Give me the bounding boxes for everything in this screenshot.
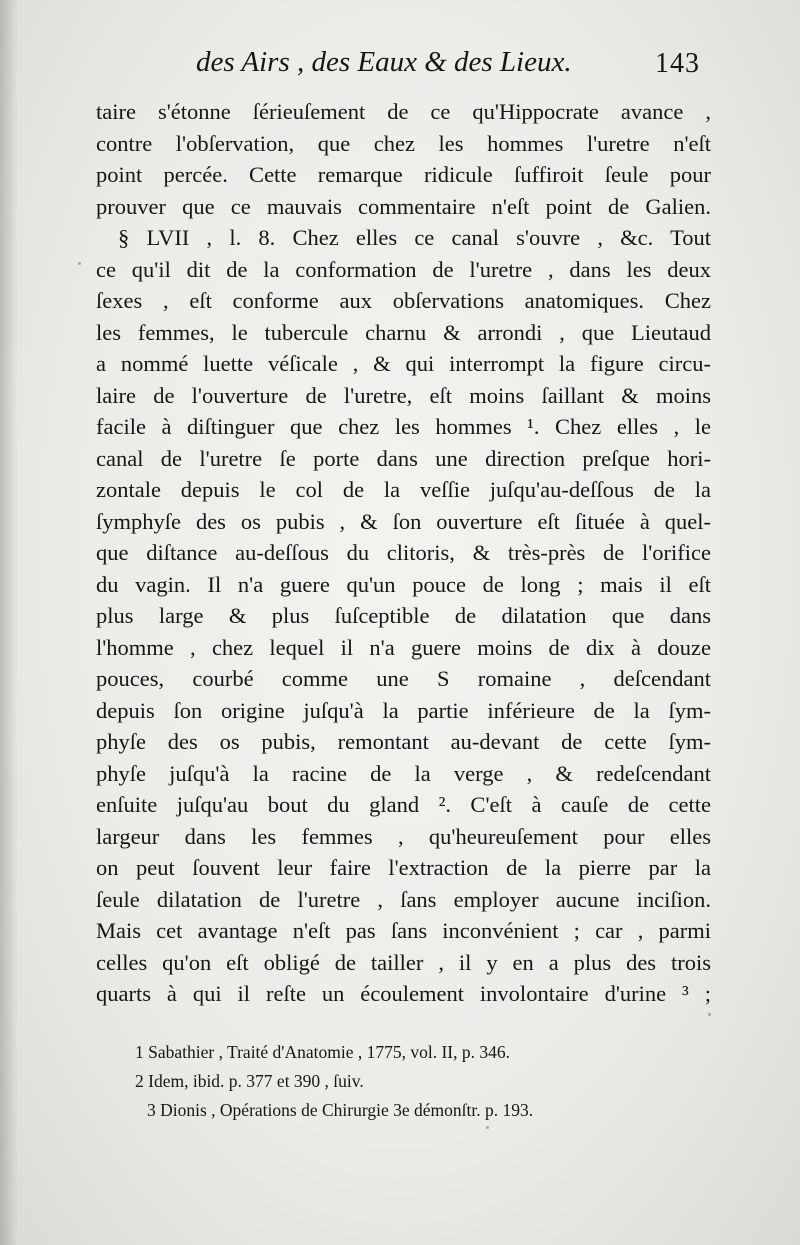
text-line: taire s'étonne ſérieuſement de ce qu'Hippocrate avance , (96, 99, 711, 124)
text-line: phyſe juſqu'à la racine de la verge , & redeſcendant (96, 760, 711, 786)
text-line: ſymphyſe des os pubis , & ſon ouverture eſt ſituée à quel- (96, 508, 711, 534)
running-head-title: des Airs , des Eaux & des Lieux. (196, 46, 572, 78)
footnotes (135, 1038, 695, 1125)
text-line: canal de l'uretre ſe porte dans une direction preſque hori- (96, 445, 711, 471)
paper-speck (78, 262, 81, 265)
text-line: § LVII , l. 8. Chez elles ce canal s'ouvre , &c. Tout (118, 225, 711, 250)
text-line: Mais cet avantage n'eſt pas ſans inconvénient ; car , parmi (96, 918, 711, 943)
text-line: les femmes, le tubercule charnu & arrondi , que Lieutaud (96, 319, 711, 345)
text-line: depuis ſon origine juſqu'à la partie inférieure de la ſym- (96, 697, 711, 723)
text-line: enſuite juſqu'au bout du gland ². C'eſt à cauſe de cette (96, 792, 711, 817)
running-head (0, 46, 800, 86)
text-line: facile à diſtinguer que chez les hommes ¹. Chez elles , le (96, 414, 711, 439)
text-line: ſeule dilatation de l'uretre , ſans employer aucune inciſion. (96, 886, 711, 912)
text-line: point percée. Cette remarque ridicule ſuffiroit ſeule pour (96, 162, 711, 187)
text-line: plus large & plus ſuſceptible de dilatation que dans (96, 603, 711, 628)
footnote-2: 2 Idem, ibid. p. 377 et 390 , ſuiv. (135, 1071, 364, 1091)
text-line: largeur dans les femmes , qu'heureuſement pour elles (96, 823, 711, 849)
paper-speck (486, 1126, 489, 1129)
text-line: ce qu'il dit de la conformation de l'uretre , dans les deux (96, 256, 711, 282)
text-line: zontale depuis le col de la veſſie juſqu'au-deſſous de la (96, 477, 711, 502)
text-line: on peut ſouvent leur faire l'extraction de la pierre par la (96, 855, 711, 880)
text-line: ſexes , eſt conforme aux obſervations anatomiques. Chez (96, 288, 711, 313)
text-line: phyſe des os pubis, remontant au-devant de cette ſym- (96, 729, 711, 754)
text-line: contre l'obſervation, que chez les hommes l'uretre n'eſt (96, 130, 711, 156)
text-line: laire de l'ouverture de l'uretre, eſt moins ſaillant & moins (96, 382, 711, 408)
body-text (96, 96, 711, 1010)
text-line: du vagin. Il n'a guere qu'un pouce de long ; mais il eſt (96, 571, 711, 597)
text-line: prouver que ce mauvais commentaire n'eſt point de Galien. (96, 193, 711, 219)
text-line: que diſtance au-deſſous du clitoris, & très-près de l'orifice (96, 540, 711, 565)
text-line: quarts à qui il reſte un écoulement involontaire d'urine ³ ; (96, 981, 711, 1006)
paper-speck (708, 1013, 711, 1016)
footnote-1: 1 Sabathier , Traité d'Anatomie , 1775, vol. II, p. 346. (135, 1042, 510, 1062)
page-number: 143 (655, 48, 700, 79)
footnote-3: 3 Dionis , Opérations de Chirurgie 3e démonſtr. p. 193. (147, 1100, 534, 1120)
text-line: celles qu'on eſt obligé de tailler , il y en a plus des trois (96, 949, 711, 975)
text-line: l'homme , chez lequel il n'a guere moins de dix à douze (96, 634, 711, 660)
text-line: pouces, courbé comme une S romaine , deſcendant (96, 666, 711, 691)
page-edge-shadow (0, 0, 18, 1245)
text-line: a nommé luette véſicale , & qui interrompt la figure circu- (96, 351, 711, 376)
